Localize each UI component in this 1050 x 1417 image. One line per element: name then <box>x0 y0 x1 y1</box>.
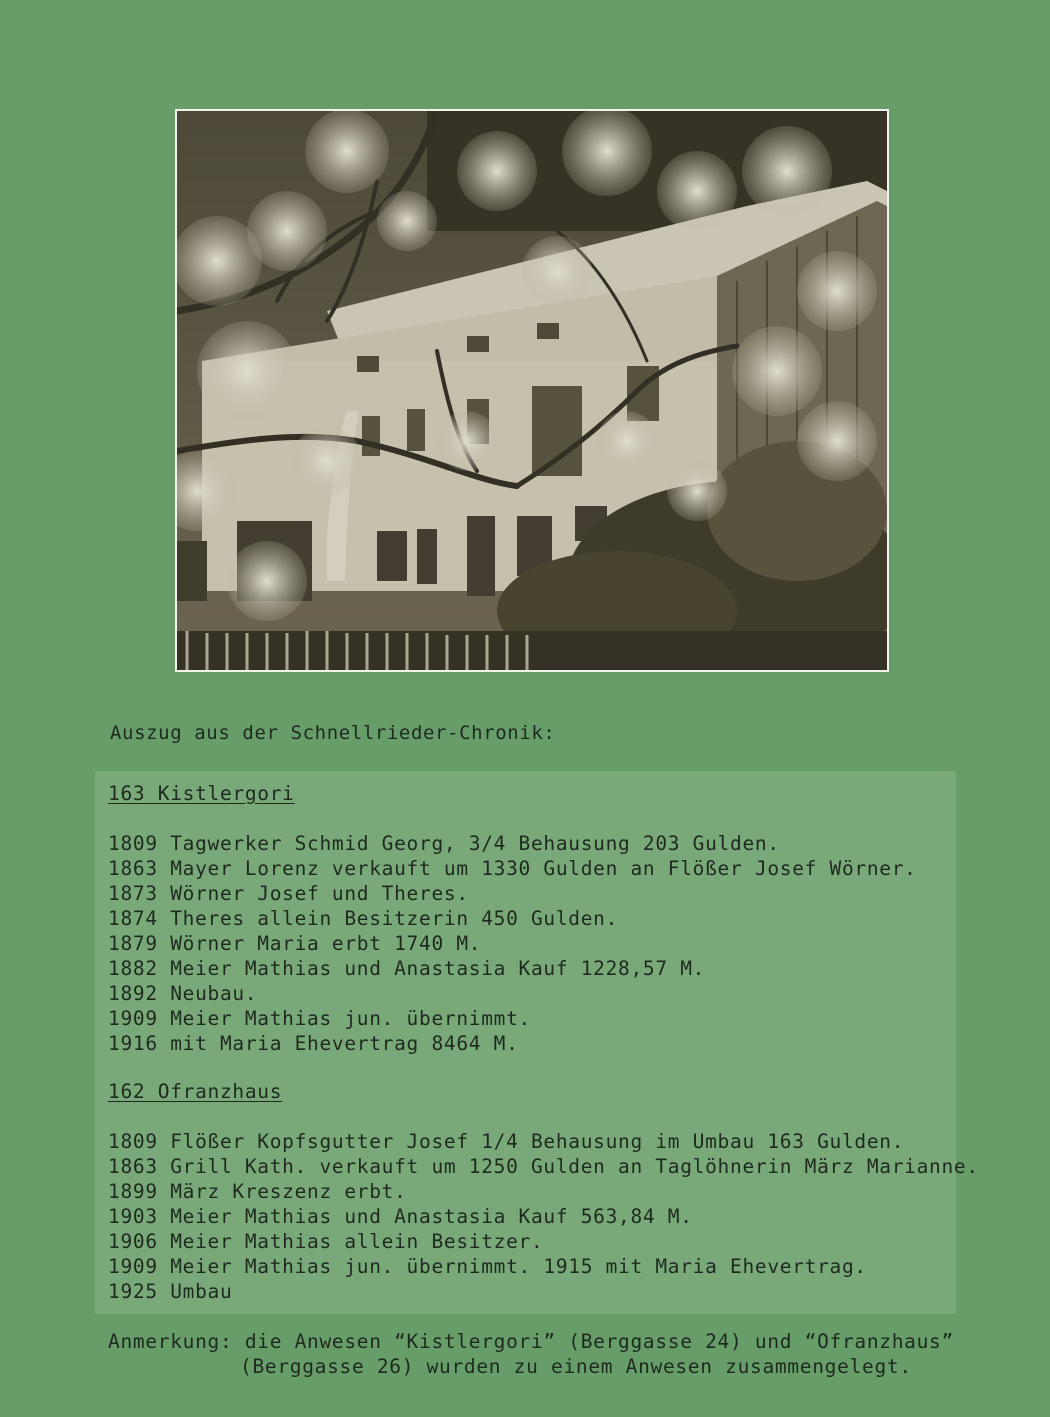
entry-line: 1903 Meier Mathias und Anastasia Kauf 563,84 M. <box>108 1205 693 1228</box>
entry-line: 1873 Wörner Josef und Theres. <box>108 882 469 905</box>
entry-line: 1906 Meier Mathias allein Besitzer. <box>108 1230 544 1253</box>
entry-line: 1863 Grill Kath. verkauft um 1250 Gulden an Taglöhnerin März Marianne. <box>108 1155 979 1178</box>
entry-line: 1863 Mayer Lorenz verkauft um 1330 Gulden an Flößer Josef Wörner. <box>108 857 917 880</box>
entry-line: 1925 Umbau <box>108 1280 233 1303</box>
house-photo-image <box>177 111 887 670</box>
entry-line: 1909 Meier Mathias jun. übernimmt. 1915 mit Maria Ehevertrag. <box>108 1255 867 1278</box>
section-heading-ofranzhaus: 162 Ofranzhaus <box>108 1080 283 1103</box>
entry-line: 1879 Wörner Maria erbt 1740 M. <box>108 932 482 955</box>
entry-line: 1882 Meier Mathias und Anastasia Kauf 1228,57 M. <box>108 957 706 980</box>
entry-line: 1916 mit Maria Ehevertrag 8464 M. <box>108 1032 519 1055</box>
section-heading-kistlergori: 163 Kistlergori <box>108 782 295 805</box>
entry-line: 1874 Theres allein Besitzerin 450 Gulden. <box>108 907 619 930</box>
entry-line: 1809 Tagwerker Schmid Georg, 3/4 Behausung 203 Gulden. <box>108 832 780 855</box>
annotation-note-line2: (Berggasse 26) wurden zu einem Anwesen zusammengelegt. <box>240 1355 912 1378</box>
entry-line: 1809 Flößer Kopfsgutter Josef 1/4 Behausung im Umbau 163 Gulden. <box>108 1130 905 1153</box>
house-photograph <box>175 109 889 672</box>
entry-line: 1892 Neubau. <box>108 982 258 1005</box>
entry-line: 1899 März Kreszenz erbt. <box>108 1180 407 1203</box>
chronicle-excerpt-box <box>95 771 979 1314</box>
entry-line: 1909 Meier Mathias jun. übernimmt. <box>108 1007 531 1030</box>
intro-text: Auszug aus der Schnellrieder-Chronik: <box>110 722 556 744</box>
annotation-note-line1: Anmerkung: die Anwesen “Kistlergori” (Berggasse 24) und “Ofranzhaus” <box>108 1330 954 1353</box>
